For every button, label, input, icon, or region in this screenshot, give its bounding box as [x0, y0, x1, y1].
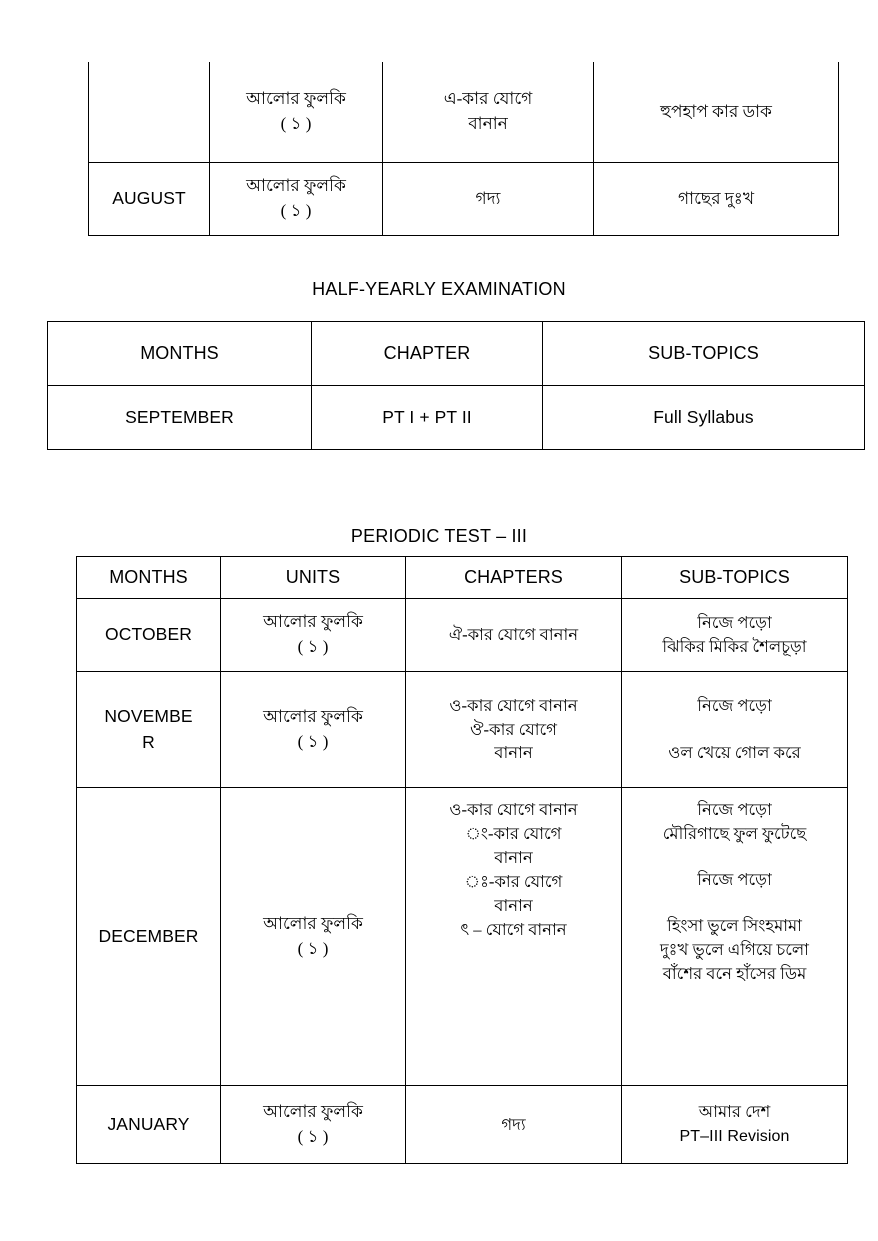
subtopic-item: নিজে পড়ো [697, 870, 772, 890]
spacer [627, 718, 842, 740]
cell-subtopics [622, 1086, 848, 1164]
cell-subtopics [622, 788, 848, 1086]
spacer [627, 846, 842, 868]
chapter-item: বানান [494, 743, 533, 763]
chapter-item: ঔ-কার যোগে [470, 719, 557, 739]
table-row [48, 386, 865, 450]
cell-unit [210, 62, 383, 163]
cell-month: DECEMBER [77, 788, 221, 1086]
cell-chapter [383, 62, 594, 163]
cell-unit [221, 599, 406, 672]
cell-unit [221, 672, 406, 788]
unit-line-2: ( ১ ) [297, 731, 329, 751]
unit-line-1: আলোর ফুলকি [263, 913, 363, 933]
unit-line-2: ( ১ ) [297, 637, 329, 656]
table-half-yearly [47, 321, 865, 450]
cell-subtopic: গাছের দুঃখ [594, 163, 839, 236]
subtopic-item: ঝিকির মিকির শৈলচূড়া [662, 637, 807, 656]
cell-subtopics [622, 672, 848, 788]
month-line-1: NOVEMBE [104, 706, 193, 727]
subtopic-item: আমার দেশ [698, 1102, 771, 1122]
column-header-subtopics: SUB-TOPICS [622, 557, 848, 599]
table-row [77, 788, 848, 1086]
cell-chapters [406, 599, 622, 672]
table-row [89, 62, 839, 163]
subtopic-item: নিজে পড়ো [697, 800, 772, 819]
column-header-months: MONTHS [77, 557, 221, 599]
cell-unit [221, 1086, 406, 1164]
cell-subtopic: Full Syllabus [543, 386, 865, 450]
cell-unit [210, 163, 383, 236]
unit-line-1: আলোর ফুলকি [246, 176, 346, 196]
chapter-item: ঐ-কার যোগে বানান [448, 625, 579, 645]
chapter-item: বানান [494, 895, 533, 915]
table-header-row [77, 557, 848, 599]
chapter-item: ও-কার যোগে বানান [449, 695, 578, 715]
subtopic-item: মৌরিগাছে ফুল ফুটেছে [662, 823, 807, 843]
chapter-line-1: এ-কার যোগে [443, 89, 533, 109]
cell-unit [221, 788, 406, 1086]
table-row [89, 163, 839, 236]
subtopic-item: নিজে পড়ো [697, 613, 772, 633]
cell-subtopic: হুপহাপ কার ডাক [594, 62, 839, 163]
chapter-item: ও-কার যোগে বানান [449, 800, 578, 819]
column-header-chapters: CHAPTERS [406, 557, 622, 599]
cell-chapters: গদ্য [406, 1086, 622, 1164]
subtopic-item: হিংসা ভুলে সিংহমামা [667, 916, 802, 936]
unit-line-2: ( ১ ) [280, 114, 312, 133]
unit-line-1: আলোর ফুলকি [246, 89, 346, 109]
chapter-item: ঃ-কার যোগে [464, 871, 563, 891]
table-row [77, 672, 848, 788]
cell-month: JANUARY [77, 1086, 221, 1164]
periodic-test-3-caption: PERIODIC TEST – III [350, 526, 528, 546]
subtopic-item: বাঁশের বনে হাঁসের ডিম [662, 964, 807, 984]
subtopic-item: ওল খেয়ে গোল করে [668, 742, 801, 762]
cell-month: AUGUST [89, 163, 210, 236]
column-header-units: UNITS [221, 557, 406, 599]
cell-chapter: PT I + PT II [312, 386, 543, 450]
unit-line-2: ( ১ ) [297, 938, 329, 958]
half-yearly-caption: HALF-YEARLY EXAMINATION [312, 279, 566, 299]
table-continued-august [88, 62, 839, 236]
cell-month: SEPTEMBER [48, 386, 312, 450]
chapter-line-2: বানান [468, 114, 508, 133]
month-line-2: R [142, 731, 155, 752]
cell-chapters [406, 788, 622, 1086]
spacer [627, 892, 842, 914]
cell-subtopics [622, 599, 848, 672]
table-periodic-test-3 [76, 556, 848, 1164]
unit-line-2: ( ১ ) [297, 1126, 329, 1146]
column-header-chapter: CHAPTER [312, 322, 543, 386]
table-header-row [48, 322, 865, 386]
cell-chapters [406, 672, 622, 788]
table-row [77, 1086, 848, 1164]
chapter-item: বানান [494, 847, 533, 867]
column-header-months: MONTHS [48, 322, 312, 386]
cell-month [77, 672, 221, 788]
cell-month [89, 62, 210, 163]
subtopic-item: PT–III Revision [679, 1128, 790, 1146]
table-row [77, 599, 848, 672]
chapter-item: ং-কার যোগে [465, 823, 562, 843]
unit-line-1: আলোর ফুলকি [263, 1101, 363, 1121]
chapter-item: ৎ – যোগে বানান [460, 919, 567, 939]
cell-chapter: গদ্য [383, 163, 594, 236]
unit-line-2: ( ১ ) [280, 201, 312, 220]
subtopic-item: নিজে পড়ো [697, 696, 772, 716]
column-header-subtopics: SUB-TOPICS [543, 322, 865, 386]
subtopic-item: দুঃখ ভুলে এগিয়ে চলো [660, 940, 809, 960]
cell-month: OCTOBER [77, 599, 221, 672]
unit-line-1: আলোর ফুলকি [263, 612, 363, 632]
unit-line-1: আলোর ফুলকি [263, 706, 363, 726]
